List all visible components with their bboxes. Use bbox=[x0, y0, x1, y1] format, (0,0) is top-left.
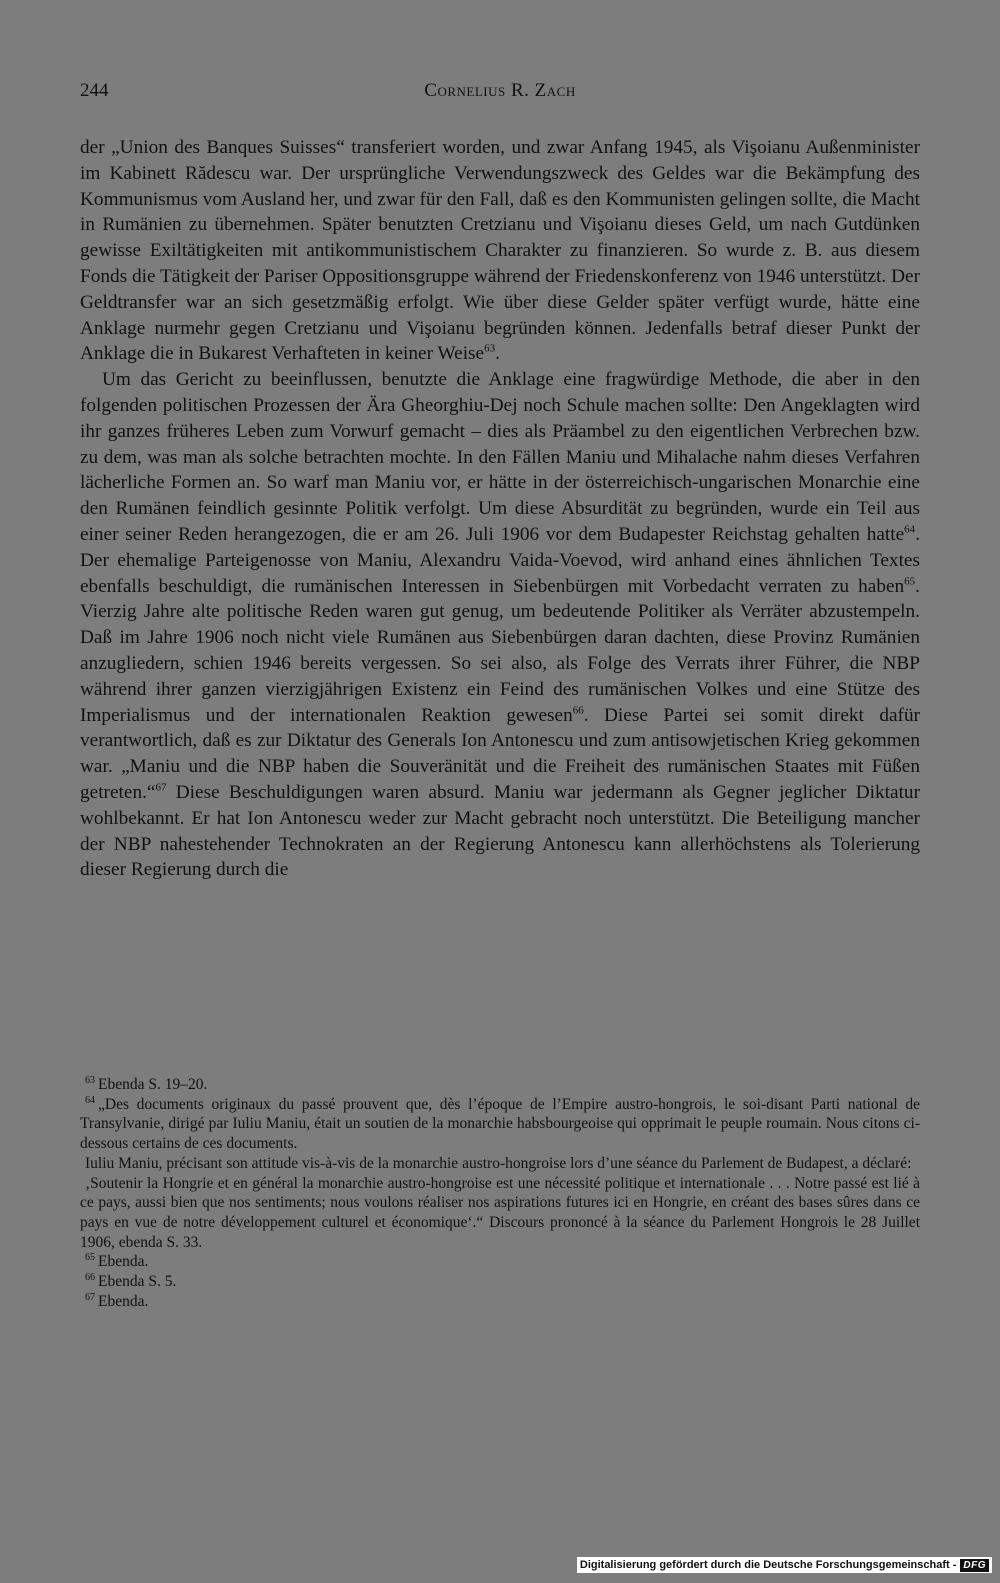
footnote-ref[interactable]: 67 bbox=[155, 781, 167, 794]
footnote-ref[interactable]: 66 bbox=[572, 704, 584, 717]
footnotes bbox=[80, 1075, 920, 1311]
footnote-ref[interactable]: 63 bbox=[484, 342, 496, 355]
footnote-67: $^{67}$ Ebenda. bbox=[85, 1291, 149, 1310]
paragraph: Um das Gericht zu beeinflussen, benutzte die Anklage eine fragwürdige Methode, die aber in den folgenden politischen Prozessen der Ära Gheorghiu-Dej noch Schule machen sollte: Den Angeklagten wird ihr ganzes früheres Leben zum Vorwurf gemacht – dies als Präambel zu den eigentlichen Verbrechen bzw. zu dem, was man als solche betrachten mochte. In den Fällen Maniu und Mihalache nahm dieses Verfahren lächerliche Formen an. So warf man Maniu vor, er hätte in der österreichisch-ungarischen Monarchie eine den Rumänen feindlich gesinnte Politik verfolgt. Um diese Absurdität zu begründen, wurde ein Teil aus einer seiner Reden herangezogen, die er am 26. Juli 1906 vor dem Budapester Reichstag gehalten hatte$^{64}$. Der ehemalige Parteigenosse von Maniu, Alexandru Vaida-Voevod, wird anhand eines ähnlichen Textes ebenfalls beschuldigt, die rumänischen Interessen in Siebenbürgen mit Vorbedacht verraten zu haben$^{65}$. Vierzig Jahre alte politische Reden waren gut genug, um bedeutende Politiker als Verräter abzustempeln. Daß im Jahre 1906 noch nicht viele Rumänen aus Siebenbürgen daran dachten, diese Provinz Rumänien anzugliedern, schien 1946 bereits vergessen. So sei also, als Folge des Verrats ihrer Führer, die NBP während ihrer ganzen vierzigjährigen Existenz ein Feind des rumänischen Volkes und eine Stütze des Imperialismus und der internationalen Reaktion gewesen$^{66}$. Diese Partei sei somit direkt dafür verantwortlich, daß es zur Diktatur des Generals Ion Antonescu und zum antisowjetischen Krieg gekommen war. „Maniu und die NBP haben die Souveränität und die Freiheit des rumänischen Staates mit Füßen getreten.“$^{67}$ Diese Beschuldigungen waren absurd. Maniu war jedermann als Gegner jeglicher Diktatur wohlbekannt. Er hat Ion Antonescu weder zur Macht gebracht noch unterstützt. Die Beteiligung mancher der NBP nahestehender Technokraten an der Regierung Antonescu kann allerhöchstens als Tolerierung dieser Regierung durch die bbox=[80, 369, 921, 881]
body-text bbox=[80, 135, 920, 883]
paragraph: der „Union des Banques Suisses“ transferiert worden, und zwar Anfang 1945, als Vişoianu Außenminister im Kabinett Rădescu war. Der ursprüngliche Verwendungszweck des Geldes war die Bekämpfung des Kommunismus vom Ausland her, und zwar für den Fall, daß es den Kommunisten gelingen sollte, die Macht in Rumänien zu übernehmen. Später benutzten Cretzianu und Vişoianu dieses Geld, um nach Gutdünken gewisse Exiltätigkeiten mit antikommunistischem Charakter zu finanzieren. So wurde z. B. aus diesem Fonds die Tätigkeit der Pariser Oppositionsgruppe während der Friedenskonferenz von 1946 unterstützt. Der Geldtransfer war an sich gesetzmäßig erfolgt. Wie über diese Gelder später verfügt wurde, hätte eine Anklage nurmehr gegen Cretzianu und Vişoianu begründen können. Jedenfalls betraf dieser Punkt der Anklage die in Bukarest Verhafteten in keiner Weise$^{63}$. bbox=[80, 137, 920, 365]
footnote-65: $^{65}$ Ebenda. bbox=[85, 1252, 149, 1271]
footnote-64-quote: ‚Soutenir la Hongrie et en général la monarchie austro-hongroise est une nécessité politique et internationale . . . Notre passé est lié à ce pays, aussi bien que nos sentiments; nous voulons réaliser nos aspirations futures ici en Hongrie, en créant des bases sûres dans ce pays en vue de notre développement culturel et économique‘.“ Discours prononcé à la séance du Parlement Hongrois le 28 Juillet 1906, ebenda S. 33. bbox=[80, 1174, 920, 1251]
footnote-63: $^{63}$ Ebenda S. 19–20. bbox=[85, 1074, 208, 1093]
footnote-ref[interactable]: 65 bbox=[904, 575, 916, 588]
page-header bbox=[80, 80, 920, 110]
page-number: 244 bbox=[80, 80, 109, 101]
footnote-64-continuation: Iuliu Maniu, précisant son attitude vis-à-vis de la monarchie austro-hongroise lors d’une séance du Parlement de Budapest, a déclaré: bbox=[85, 1154, 912, 1172]
credit-text: Digitalisierung gefördert durch die Deutsche Forschungsgemeinschaft - bbox=[579, 1559, 957, 1571]
footnote-66: $^{66}$ Ebenda S. 5. bbox=[85, 1271, 177, 1291]
footnote-64: $^{64}$ „Des documents originaux du passé prouvent que, dès l’époque de l’Empire austro-hongrois, le soi-disant Parti national de Transylvanie, dirigé par Iuliu Maniu, était un soutien de la monarchie habsbourgeoise qui opprimait le peuple roumain. Nous citons ci-dessous certains de ces documents. bbox=[80, 1094, 920, 1153]
digitization-credit bbox=[577, 1557, 992, 1573]
footnote-ref[interactable]: 64 bbox=[904, 523, 916, 536]
dfg-logo: DFG bbox=[960, 1559, 989, 1572]
running-title: Cornelius R. Zach bbox=[424, 80, 576, 101]
